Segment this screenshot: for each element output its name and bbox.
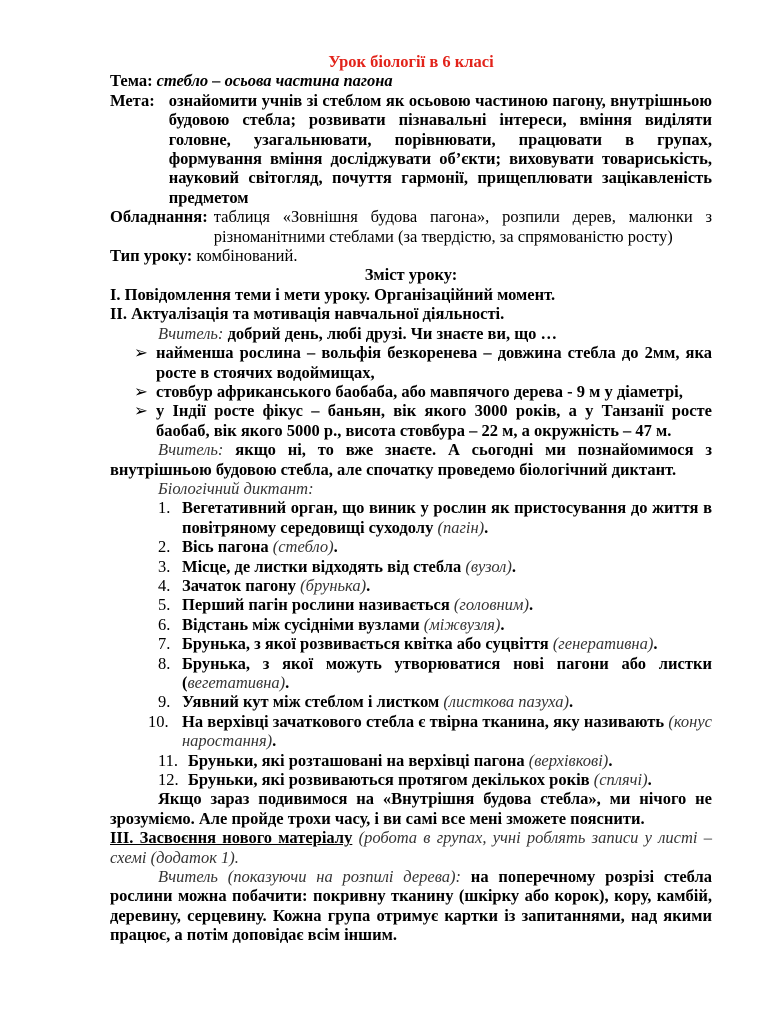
list-item: 1. Вегетативний орган, що виник у рослин як пристосування до життя в повітряному середовищі суходолу (пагін). xyxy=(158,498,712,537)
transition-paragraph: Якщо зараз подивимося на «Внутрішня будова стебла», ми нічого не зрозуміємо. Але пройде трохи часу, і ви самі все мені зможете пояснити. xyxy=(110,789,712,828)
dictation-heading: Біологічний диктант: xyxy=(158,478,314,498)
equipment-label: Обладнання: xyxy=(110,207,208,227)
list-item: 7. Брунька, з якої розвивається квітка або суцвіття (генеративна). xyxy=(158,634,658,654)
document-title: Урок біології в 6 класі xyxy=(328,52,494,71)
list-item: 6. Відстань між сусідніми вузлами (міжвузля). xyxy=(158,614,505,634)
teacher-explanation-text: на поперечному розрізі стебла рослини можна побачити: покривну тканину (шкірку або корок), кору, камбій, деревину, серцевину. Кожна група отримує картки із запитаннями, над якими працює, а потім доповідає всім іншим. xyxy=(110,867,712,945)
arrow-bullet-icon: ➢ xyxy=(134,343,148,363)
section-2-heading: ІІ. Актуалізація та мотивація навчальної діяльності. xyxy=(110,304,505,324)
teacher-intro-paragraph xyxy=(110,440,712,479)
section-1-heading: І. Повідомлення теми і мети уроку. Організаційний момент. xyxy=(110,284,556,304)
facts-list xyxy=(110,343,712,440)
arrow-bullet-icon: ➢ xyxy=(134,401,148,421)
list-item: 8. Брунька, з якої можуть утворюватися нові пагони або листки (вегетативна). xyxy=(158,653,712,692)
teacher-intro-text: якщо ні, то вже знаєте. А сьогодні ми познайомимося з внутрішньою будовою стебла, але спочатку проведемо біологічний диктант. xyxy=(110,440,712,479)
list-item: ➢ стовбур африканського баобаба, або мавпячого дерева - 9 м у діаметрі, xyxy=(134,381,683,401)
goal-row xyxy=(110,91,712,207)
teacher-greeting xyxy=(110,324,712,343)
list-item: 12. Бруньки, які розвиваються протягом декількох років (сплячі). xyxy=(158,770,652,790)
list-item: 9. Уявний кут між стеблом і листком (листкова пазуха). xyxy=(158,692,574,712)
goal-text: ознайомити учнів зі стеблом як осьовою частиною пагону, внутрішньою будовою стебла; розвивати пізнавальні інтереси, вміння виділяти головне, узагальнювати, порівнювати, працювати в групах, формування вміння досліджувати об’єкти; виховувати товариськість, науковий світогляд, почуття гармонії, прищеплювати зацікавленість предметом xyxy=(168,90,712,207)
dictation-list xyxy=(110,498,712,789)
section-3-title: ІІІ. Засвоєння нового матеріалу xyxy=(110,828,353,848)
teacher-label: Вчитель: xyxy=(158,323,224,343)
list-item: 5. Перший пагін рослини називається (головним). xyxy=(158,595,534,615)
lesson-type-value: комбінований. xyxy=(196,246,298,266)
teacher-label: Вчитель: xyxy=(158,440,224,460)
lesson-type-row xyxy=(110,246,712,265)
list-item: 4. Зачаток пагону (брунька). xyxy=(158,575,371,595)
equipment-row xyxy=(110,207,712,246)
goal-label: Мета: xyxy=(110,90,155,110)
teacher-explanation-paragraph xyxy=(110,867,712,945)
list-item: 11. Бруньки, які розташовані на верхівці пагона (верхівкові). xyxy=(158,750,613,770)
list-item: ➢ найменша рослина – вольфія безкоренева – довжина стебла до 2мм, яка росте в стоячих водоймищах, xyxy=(134,343,712,382)
content-heading: Зміст уроку: xyxy=(364,265,458,285)
section-3-note: (робота в групах, учні роблять записи у листі – схемі (додаток 1). xyxy=(110,828,713,867)
list-item: 3. Місце, де листки відходять від стебла (вузол). xyxy=(158,556,516,576)
list-item: ➢ у Індії росте фікус – баньян, вік якого 3000 років, а у Танзанії росте баобаб, вік якого 5000 р., висота стовбура – 22 м, а окружність – 47 м. xyxy=(134,401,712,440)
topic-value: стебло – осьова частина пагона xyxy=(156,71,393,91)
list-item: 10. На верхівці зачаткового стебла є твірна тканина, яку називають (конус наростання). xyxy=(148,711,712,751)
equipment-text: таблиця «Зовнішня будова пагона», розпили дерев, малюнки з різноманітними стеблами (за твердістю, за спрямованістю росту) xyxy=(213,207,712,246)
lesson-type-label: Тип уроку: xyxy=(110,246,193,266)
teacher-label: Вчитель (показуючи на розпилі дерева): xyxy=(158,867,462,887)
topic-row xyxy=(110,71,712,90)
arrow-bullet-icon: ➢ xyxy=(134,381,148,401)
topic-label: Тема: xyxy=(110,71,153,91)
list-item: 2. Вісь пагона (стебло). xyxy=(158,537,338,557)
teacher-greeting-text: добрий день, любі друзі. Чи знаєте ви, що … xyxy=(223,323,558,343)
section-3-heading xyxy=(110,828,712,867)
